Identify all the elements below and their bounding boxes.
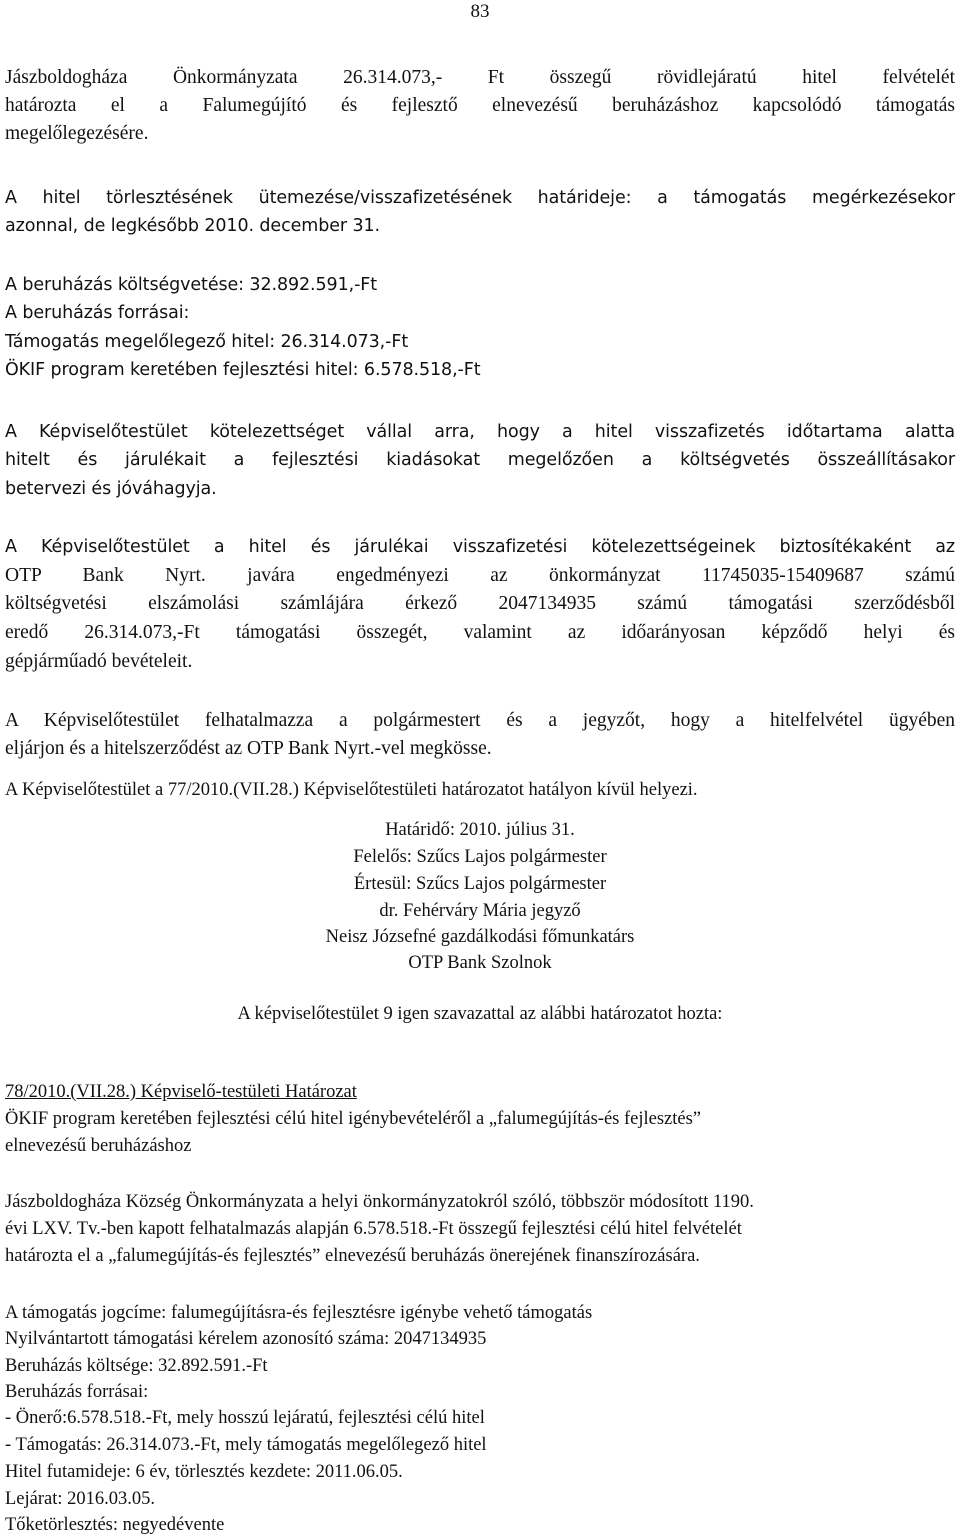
resolution-subject-line: elnevezésű beruházáshoz: [5, 1136, 192, 1156]
notify-line: Neisz Józsefné gazdálkodási főmunkatárs: [325, 927, 635, 947]
notify-line: dr. Fehérváry Mária jegyző: [379, 901, 581, 921]
budget-line: A beruházás forrásai:: [5, 303, 190, 323]
resolution-body-line: határozta el a „falumegújítás-és fejlesztés” elnevezésű beruházás önerejének finanszírozására.: [5, 1246, 700, 1266]
resolution-body-line: évi LXV. Tv.-ben kapott felhatalmazás alapján 6.578.518.-Ft összegű fejlesztési célú hitel felvételét: [5, 1219, 742, 1239]
resolution-detail-line: Lejárat: 2016.03.05.: [5, 1489, 156, 1509]
assignment-line: OTP Bank Nyrt. javára engedményezi az önkormányzat 11745035-15409687 számú: [5, 565, 955, 586]
authorization-line: eljárjon és a hitelszerződést az OTP Bank Nyrt.-vel megkösse.: [5, 738, 492, 759]
authorization-line: A Képviselőtestület felhatalmazza a polgármestert és a jegyzőt, hogy a hitelfelvétel ügyében: [5, 710, 955, 731]
resolution-detail-line: - Támogatás: 26.314.073.-Ft, mely támogatás megelőlegező hitel: [5, 1435, 487, 1455]
resolution-detail-line: A támogatás jogcíme: falumegújításra-és fejlesztésre igénybe vehető támogatás: [5, 1303, 593, 1323]
notify-line: OTP Bank Szolnok: [408, 953, 552, 973]
resolution-detail-line: Hitel futamideje: 6 év, törlesztés kezdete: 2011.06.05.: [5, 1462, 403, 1482]
commitment-line: A Képviselőtestület kötelezettséget vállal arra, hogy a hitel visszafizetés időtartama alatta: [5, 422, 955, 442]
intro-line: Jászboldogháza Önkormányzata 26.314.073,- Ft összegű rövidlejáratú hitel felvételét: [5, 67, 955, 88]
resolution-detail-line: Beruházás forrásai:: [5, 1382, 149, 1402]
resolution-subject-line: ÖKIF program keretében fejlesztési célú hitel igénybevételéről a „falumegújítás-és fejlesztés”: [5, 1109, 702, 1129]
assignment-line: eredő 26.314.073,-Ft támogatási összegét, valamint az időarányosan képződő helyi és: [5, 622, 955, 643]
resolution-detail-line: Beruházás költsége: 32.892.591.-Ft: [5, 1356, 268, 1376]
commitment-line: betervezi és jóváhagyja.: [5, 479, 217, 499]
budget-line: A beruházás költségvetése: 32.892.591,-Ft: [5, 275, 378, 295]
repeal-statement: A Képviselőtestület a 77/2010.(VII.28.) Képviselőtestületi határozatot hatályon kívül helyezi.: [5, 780, 698, 800]
responsible: Felelős: Szűcs Lajos polgármester: [353, 847, 607, 867]
repayment-line: A hitel törlesztésének ütemezése/visszafizetésének határideje: a támogatás megérkezésekor: [5, 188, 955, 208]
intro-line: határozta el a Falumegújító és fejlesztő elnevezésű beruházáshoz kapcsolódó támogatás: [5, 95, 955, 116]
assignment-line: A Képviselőtestület a hitel és járulékai visszafizetési kötelezettségeinek biztosítékaként az: [5, 537, 955, 557]
budget-line: ÖKIF program keretében fejlesztési hitel: 6.578.518,-Ft: [5, 360, 481, 380]
repayment-line: azonnal, de legkésőbb 2010. december 31.: [5, 216, 381, 236]
budget-line: Támogatás megelőlegező hitel: 26.314.073,-Ft: [5, 332, 409, 352]
intro-line: megelőlegezésére.: [5, 123, 149, 144]
assignment-line: gépjárműadó bevételeit.: [5, 651, 193, 672]
vote-statement: A képviselőtestület 9 igen szavazattal az alábbi határozatot hozta:: [237, 1004, 723, 1024]
resolution-detail-line: - Önerő:6.578.518.-Ft, mely hosszú lejáratú, fejlesztési célú hitel: [5, 1408, 485, 1428]
assignment-line: költségvetési elszámolási számlájára érkező 2047134935 számú támogatási szerződésből: [5, 593, 955, 614]
resolution-detail-line: Nyilvántartott támogatási kérelem azonosító száma: 2047134935: [5, 1329, 487, 1349]
page-number: 83: [470, 1, 490, 22]
deadline: Határidő: 2010. július 31.: [385, 820, 575, 840]
commitment-line: hitelt és járulékait a fejlesztési kiadásokat megelőzően a költségvetés összeállításakor: [5, 450, 955, 470]
resolution-body-line: Jászboldogháza Község Önkormányzata a helyi önkormányzatokról szóló, többször módosított 1190.: [5, 1192, 754, 1212]
resolution-detail-line: Tőketörlesztés: negyedévente: [5, 1515, 225, 1535]
notify-line: Értesül: Szűcs Lajos polgármester: [353, 874, 607, 894]
resolution-title: 78/2010.(VII.28.) Képviselő-testületi Határozat: [5, 1082, 357, 1102]
